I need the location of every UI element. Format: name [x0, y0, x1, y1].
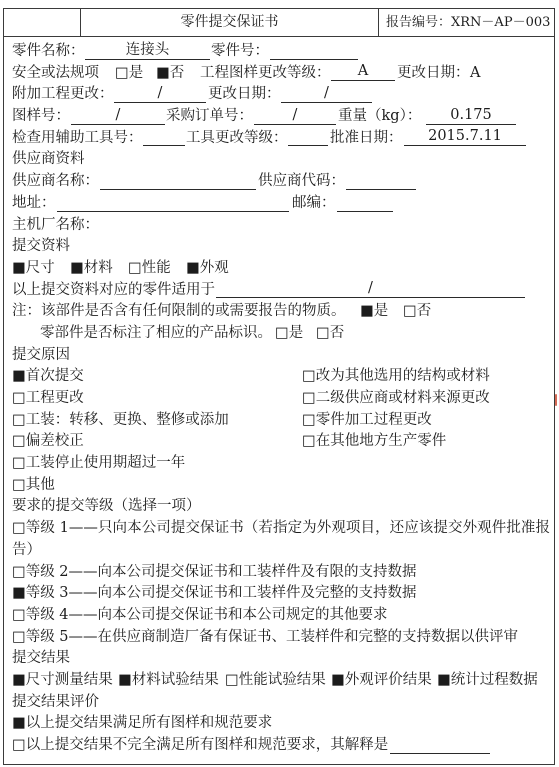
drawing-change-level-label: 工程图样更改等级：	[200, 64, 331, 81]
drawing-row	[0, 106, 559, 128]
product-marking-row	[0, 323, 559, 345]
checkbox-mark: ■	[437, 671, 451, 688]
header-blank-cell	[4, 9, 81, 36]
option-label: 工程更改	[25, 390, 84, 406]
option-label: 性能	[141, 259, 171, 276]
reasons-row	[0, 475, 559, 497]
checkbox-mark: □	[12, 411, 26, 428]
checkbox-mark: ■	[156, 64, 170, 81]
result-item	[225, 670, 326, 692]
level-item	[12, 583, 417, 605]
option-label: 是	[288, 324, 304, 341]
part-number-field	[270, 42, 358, 60]
address-field	[57, 194, 289, 212]
marking-option-yes	[275, 323, 303, 345]
checkbox-mark: □	[128, 259, 142, 276]
checkbox-mark: □	[12, 606, 26, 623]
scan-edge-mark	[555, 394, 557, 406]
drawing-number-value: /	[71, 107, 165, 125]
checkbox-mark: ■	[12, 259, 26, 276]
tool-change-level-label: 工具更改等级：	[186, 129, 288, 146]
supplier-name-row	[0, 171, 559, 193]
option-label: 尺寸	[25, 259, 55, 276]
checkbox-mark: □	[12, 476, 26, 493]
option-label: 统计过程数据	[450, 671, 538, 688]
reasons-row	[0, 431, 559, 453]
results-title: 提交结果	[12, 650, 70, 667]
results-row	[0, 670, 559, 692]
report-number: XRN－AP－003	[451, 15, 551, 30]
levels-title-row	[0, 496, 559, 518]
evaluation-title-row	[0, 692, 559, 714]
explanation-field	[390, 736, 490, 754]
checkbox-mark: ■	[331, 671, 345, 688]
level-row	[0, 605, 559, 627]
evaluation-item	[12, 735, 388, 757]
part-name-label: 零件名称：	[12, 43, 85, 59]
safety-label: 安全或法规项	[12, 64, 99, 81]
option-label: 在其他地方生产零件	[315, 433, 447, 450]
part-number-label: 零件号：	[211, 43, 269, 59]
submission-item	[12, 258, 55, 280]
address-label: 地址：	[12, 194, 56, 211]
checkbox-mark: ■	[12, 671, 26, 688]
result-item	[12, 670, 113, 692]
level-label: 等级 2——向本公司提交保证书和工装样件及有限的支持数据	[25, 563, 417, 580]
evaluation-title: 提交结果评价	[12, 693, 99, 710]
reason-item	[12, 453, 185, 475]
reasons-row	[0, 410, 559, 432]
reason-item	[12, 475, 55, 497]
level-1-row	[0, 518, 559, 561]
option-label: 外观评价结果	[344, 671, 432, 688]
restricted-substance-question: 注：该部件是否含有任何限制的或需要报告的物质。	[12, 303, 346, 320]
option-label: 零件加工过程更改	[315, 411, 432, 428]
reasons-title: 提交原因	[12, 346, 70, 363]
level-row	[0, 627, 559, 649]
supplier-section-row	[0, 149, 559, 171]
checkbox-mark: □	[12, 520, 26, 537]
form-title: 零件提交保证书	[81, 9, 379, 36]
level-item	[12, 605, 388, 627]
checkbox-mark: □	[12, 628, 26, 645]
level-row	[0, 583, 559, 605]
checkbox-mark: □	[12, 563, 26, 580]
checkbox-mark: ■	[186, 259, 200, 276]
option-label: 其他	[25, 476, 55, 493]
submission-data-title: 提交资料	[12, 238, 70, 255]
levels-title: 要求的提交等级（选择一项）	[12, 498, 201, 515]
result-item	[331, 670, 432, 692]
approval-date-label: 批准日期：	[330, 129, 403, 146]
checkbox-mark: □	[316, 324, 330, 341]
additional-change-value: /	[114, 85, 206, 103]
result-item	[437, 670, 538, 692]
reasons-row	[0, 366, 559, 388]
oem-name-label: 主机厂名称：	[12, 216, 99, 233]
postcode-label: 邮编：	[292, 194, 336, 211]
oem-row	[0, 215, 559, 237]
checkbox-mark: □	[12, 737, 26, 754]
report-number-cell	[382, 9, 554, 36]
checkbox-mark: □	[115, 64, 129, 81]
applies-to-label: 以上提交资料对应的零件适用于	[12, 281, 215, 298]
checkbox-mark: ■	[70, 259, 84, 276]
option-label: 首次提交	[25, 368, 84, 385]
tool-change-level-field	[288, 128, 328, 146]
level-label: 等级 5——在供应商制造厂备有保证书、工装样件和完整的支持数据以供评审	[25, 628, 519, 645]
reason-item	[12, 388, 84, 410]
safety-option-no	[156, 63, 184, 85]
report-number-label: 报告编号：	[386, 15, 452, 30]
checkbox-mark: □	[12, 455, 26, 472]
checkbox-mark: ■	[12, 368, 26, 385]
results-title-row	[0, 648, 559, 670]
level-label: 等级 4——向本公司提交保证书和本公司规定的其他要求	[25, 606, 388, 623]
reason-item	[12, 410, 229, 432]
reason-item	[302, 388, 490, 410]
supplier-code-field	[346, 172, 416, 190]
reason-item	[302, 366, 490, 388]
checkbox-mark: □	[302, 368, 316, 385]
restricted-substance-row	[0, 301, 559, 323]
postcode-field	[337, 194, 393, 212]
option-label: 外观	[199, 259, 229, 276]
part-info-row	[0, 41, 559, 63]
approval-date-value: 2015.7.11	[404, 128, 526, 146]
reason-item	[302, 431, 446, 453]
option-label: 尺寸测量结果	[25, 671, 113, 688]
option-label: 材料试验结果	[131, 671, 219, 688]
form-header	[4, 9, 554, 37]
level-label: 等级 1——只向本公司提交保证书（若指定为外观项目，还应该提交外观件批准报告）	[12, 520, 550, 558]
evaluation-item	[12, 713, 272, 735]
applies-to-row	[0, 280, 559, 302]
checking-aid-field	[143, 128, 185, 146]
option-label: 性能试验结果	[238, 671, 326, 688]
checkbox-mark: □	[12, 433, 26, 450]
checkbox-mark: ■	[12, 585, 26, 602]
level-item	[12, 562, 417, 584]
supplier-section-title: 供应商资料	[12, 151, 85, 168]
weight-value: 0.175	[426, 107, 516, 125]
level-label: 等级 3——向本公司提交保证书和工装样件及完整的支持数据	[25, 585, 417, 602]
applies-to-value: /	[216, 280, 525, 298]
safety-row	[0, 63, 559, 85]
address-row	[0, 193, 559, 215]
evaluation-row	[0, 735, 559, 757]
drawing-number-label: 图样号：	[12, 108, 70, 125]
level-item	[12, 627, 518, 649]
form-body	[0, 41, 559, 757]
submission-data-title-row	[0, 236, 559, 258]
option-label: 工装停止使用期超过一年	[25, 455, 186, 472]
marking-option-no	[316, 323, 344, 345]
option-label: 改为其他选用的结构或材料	[315, 368, 490, 385]
gauge-row	[0, 128, 559, 150]
checkbox-mark: ■	[12, 715, 26, 732]
additional-change-date-value: /	[281, 85, 372, 103]
supplier-name-label: 供应商名称：	[12, 173, 99, 190]
purchase-order-value: /	[254, 107, 336, 125]
additional-change-row	[0, 84, 559, 106]
part-name-value: 连接头	[85, 42, 210, 60]
checkbox-mark: □	[302, 433, 316, 450]
weight-label: 重量（kg）：	[338, 108, 422, 125]
change-date-value: A	[470, 64, 481, 81]
checkbox-mark: □	[275, 324, 289, 341]
submission-data-options-row	[0, 258, 559, 280]
reasons-title-row	[0, 345, 559, 367]
submission-item	[186, 258, 229, 280]
safety-option-yes	[115, 63, 143, 85]
purchase-order-label: 采购订单号：	[166, 108, 253, 125]
option-label: 材料	[83, 259, 113, 276]
level-item	[12, 518, 550, 561]
option-label: 工装：转移、更换、整修或添加	[25, 411, 229, 428]
reasons-row	[0, 453, 559, 475]
option-label: 是	[373, 303, 389, 320]
option-label: 以上提交结果满足所有图样和规范要求	[25, 715, 273, 732]
restricted-option-yes	[360, 301, 388, 323]
checkbox-mark: □	[225, 671, 239, 688]
checkbox-mark: □	[12, 390, 26, 406]
checkbox-mark: □	[302, 390, 316, 406]
option-label: 否	[169, 64, 185, 81]
supplier-code-label: 供应商代码：	[258, 173, 345, 190]
checkbox-mark: ■	[118, 671, 132, 688]
option-label: 是	[128, 64, 144, 81]
additional-change-date-label: 更改日期：	[208, 86, 281, 103]
submission-item	[128, 258, 171, 280]
option-label: 否	[329, 324, 345, 341]
checkbox-mark: □	[403, 303, 417, 320]
checkbox-mark: ■	[360, 303, 374, 320]
reason-item	[302, 410, 432, 432]
evaluation-row	[0, 713, 559, 735]
reasons-row	[0, 388, 559, 410]
option-label: 否	[416, 303, 432, 320]
submission-item	[70, 258, 113, 280]
product-marking-question: 零部件是否标注了相应的产品标识。	[40, 324, 272, 341]
result-item	[118, 670, 219, 692]
reason-item	[12, 366, 84, 388]
checkbox-mark: □	[302, 411, 316, 428]
supplier-name-field	[100, 172, 256, 190]
option-label: 二级供应商或材料来源更改	[315, 390, 490, 406]
option-label: 以上提交结果不完全满足所有图样和规范要求，其解释是	[25, 737, 389, 754]
change-date-label: 更改日期：	[397, 64, 470, 81]
additional-change-label: 附加工程更改：	[12, 86, 114, 103]
option-label: 偏差校正	[25, 433, 84, 450]
restricted-option-no	[403, 301, 431, 323]
reason-item	[12, 431, 84, 453]
level-row	[0, 562, 559, 584]
drawing-change-level-value: A	[331, 63, 395, 81]
checking-aid-label: 检查用辅助工具号：	[12, 129, 143, 146]
